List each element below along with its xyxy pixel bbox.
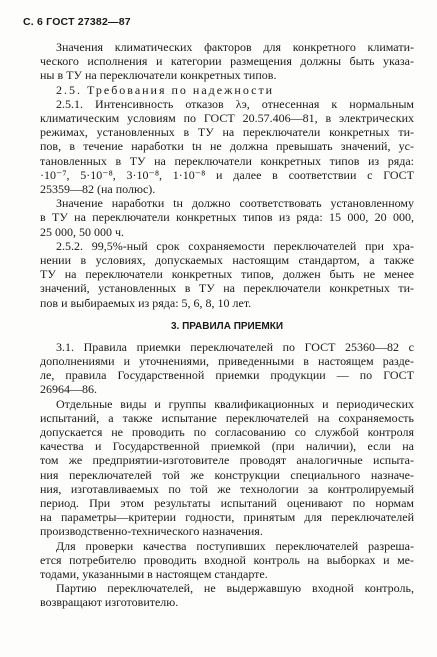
text-line: ТУ на переключатели конкретных типов, должен быть не менее xyxy=(40,267,414,282)
text-line: Отдельные виды и группы квалификационных и периодических xyxy=(56,396,414,411)
text-line: ется потребителю проводить входной контроль на выборках и ме- xyxy=(40,552,414,567)
text-line: значений, установленных в ТУ на переключатели конкретных ти- xyxy=(40,281,414,296)
text-line: Партию переключателей, не выдержавшую входной контроль, xyxy=(56,581,414,596)
page-header: С. 6 ГОСТ 27382—87 xyxy=(23,16,131,28)
text-line: 25359—82 (на полюс). xyxy=(40,182,156,196)
text-line: 2.5.1. Интенсивность отказов λэ, отнесенная к нормальным xyxy=(56,96,414,111)
section-heading: 3. ПРАВИЛА ПРИЕМКИ xyxy=(170,320,284,332)
text-line: качества и Государственной приемкой (при наличии), если на xyxy=(40,439,414,454)
text-line: допускается не проводить по согласованию со службой контроля xyxy=(40,425,414,439)
text-line: ния, изготавливаемых по той же технологии за контролируемый xyxy=(40,481,414,496)
text-line: климатическим условиям по ГОСТ 20.57.406—81, в электрических xyxy=(40,111,414,125)
text-line: на параметры—критерии годности, принятым для переключателей xyxy=(40,510,414,525)
text-line: 25 000, 50 000 ч. xyxy=(40,224,125,239)
text-line: ния переключателей той же конструкции специального назначе- xyxy=(40,467,414,482)
text-line: возвращают изготовителю. xyxy=(40,595,179,610)
text-line: испытаний, а также испытание переключателей на сохраняемость xyxy=(40,410,414,425)
text-line: дополнениями и уточнениями, приведенными в настоящем разде- xyxy=(40,354,414,368)
text-line: пов, в течение наработки tн не должна превышать значений, ус- xyxy=(40,139,414,154)
text-line: пов и выбираемых из ряда: 5, 6, 8, 10 лет. xyxy=(40,295,252,310)
text-line: 2.5.2. 99,5%-ный срок сохраняемости переключателей при хра- xyxy=(56,238,414,253)
text-line: режимах, установленных в ТУ на переключатели конкретных ти- xyxy=(40,125,414,140)
text-line: Значения климатических факторов для конкретного климати- xyxy=(56,40,414,54)
text-line: тодами, указанными в настоящем стандарте. xyxy=(40,567,268,581)
text-line: том же предприятии-изготовителе проводят аналогичные испыта- xyxy=(40,453,414,468)
text-line: нении в условиях, допускаемых настоящим стандартом, а также xyxy=(40,253,414,267)
text-line: ны в ТУ на переключатели конкретных типов. xyxy=(40,68,277,83)
text-line: Для проверки качества поступивших переключателей разреша- xyxy=(56,538,414,553)
text-line: производственно-технического назначения. xyxy=(40,524,263,539)
subsection-heading: 2.5. Требования по надежности xyxy=(56,82,275,97)
text-line: ·10⁻⁷, 5·10⁻⁸, 3·10⁻⁸, 1·10⁻⁸ и далее в соответствии с ГОСТ xyxy=(40,167,414,182)
text-line: ле, правила Государственной приемки продукции — по ГОСТ xyxy=(40,368,414,383)
text-line: ческого исполнения и категории размещения должны быть указа- xyxy=(40,54,414,69)
text-line: в ТУ на переключатели конкретных типов из ряда: 15 000, 20 000, xyxy=(40,210,414,225)
text-line: Значение наработки tн должно соответствовать установленному xyxy=(56,196,414,211)
text-line: 26964—86. xyxy=(40,382,97,397)
text-line: 3.1. Правила приемки переключателей по ГОСТ 25360—82 с xyxy=(56,339,414,354)
text-line: тановленных в ТУ на переключатели конкретных типов из ряда: xyxy=(40,153,414,168)
text-line: период. При этом результаты испытаний оценивают по нормам xyxy=(40,496,414,510)
